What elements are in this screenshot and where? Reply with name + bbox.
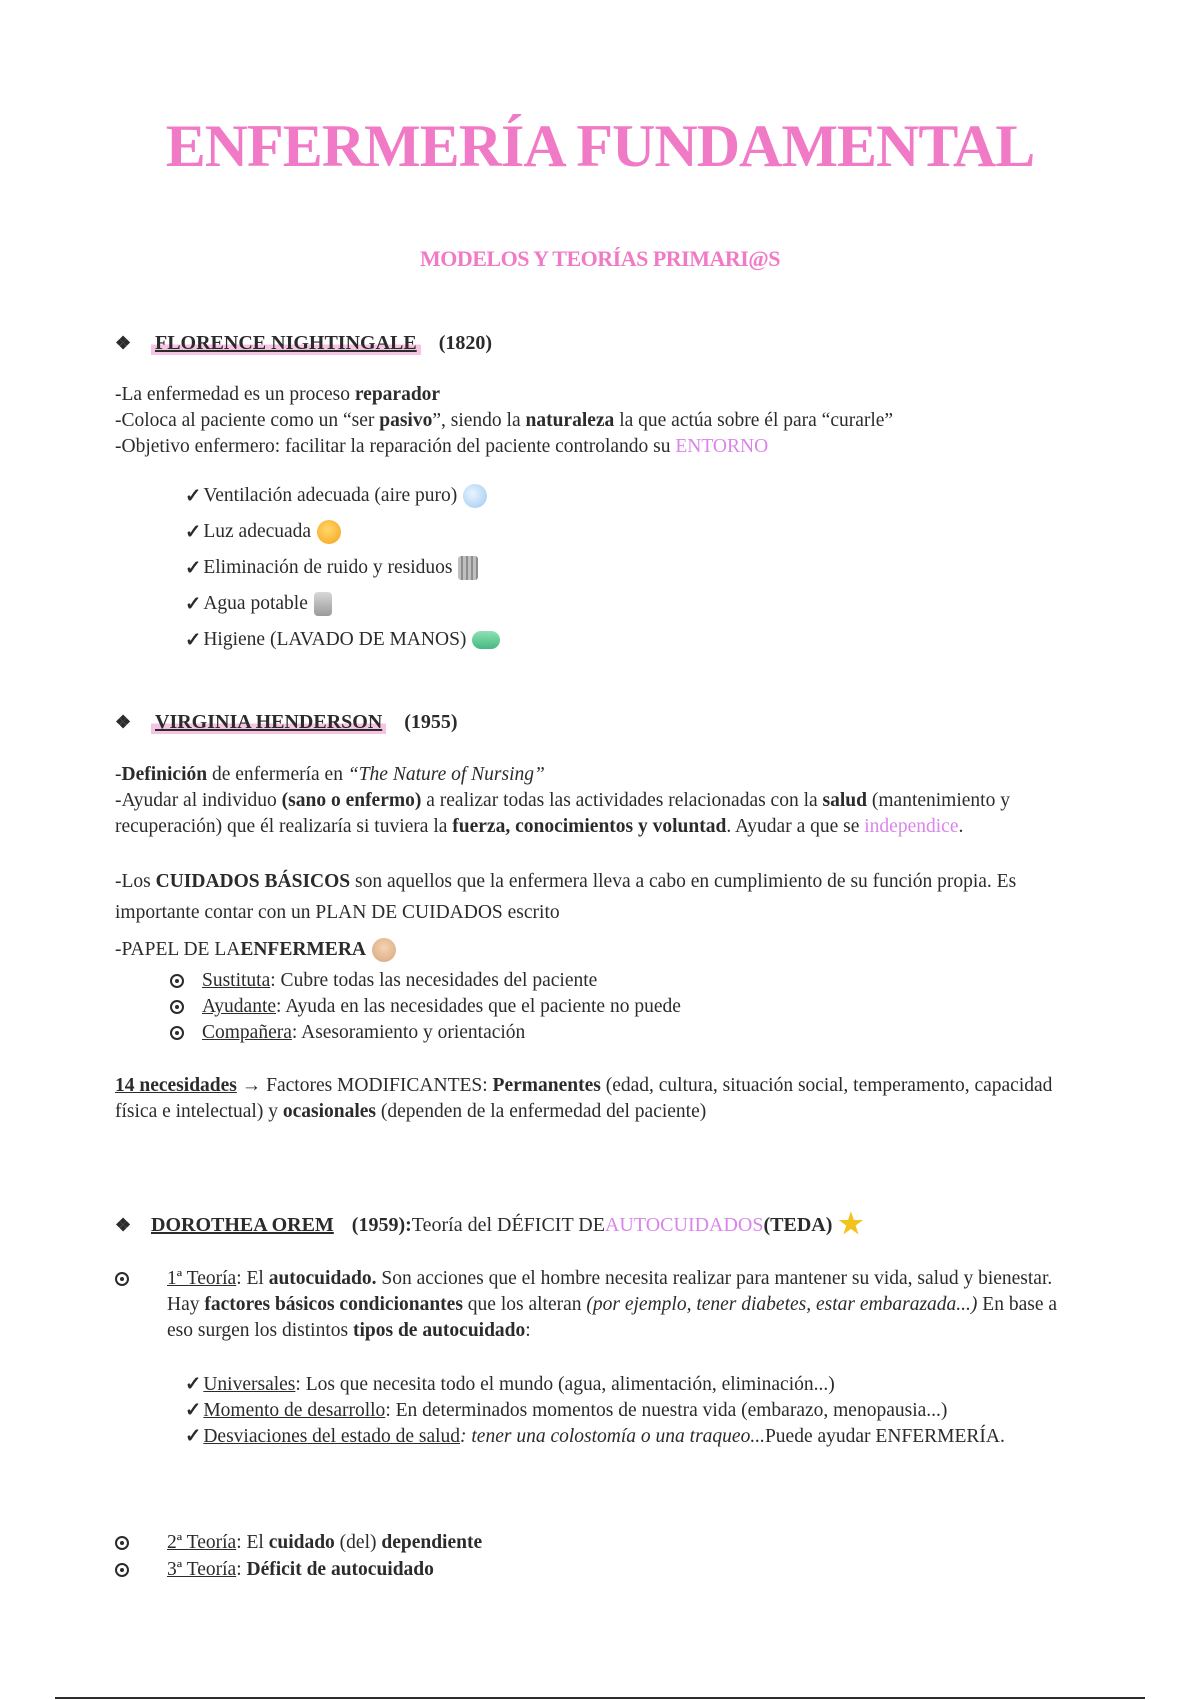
text-line: -Objetivo enfermero: facilitar la reparación del paciente controlando su ENTORNO bbox=[115, 436, 769, 457]
orem-theory-3: 3ª Teoría: Déficit de autocuidado bbox=[115, 1557, 1075, 1583]
page-divider bbox=[55, 1697, 1145, 1699]
check-icon: ✓ bbox=[185, 558, 202, 579]
theorist-year: (1955) bbox=[404, 710, 458, 733]
check-icon: ✓ bbox=[185, 1374, 202, 1395]
check-item: ✓ Ventilación adecuada (aire puro) bbox=[185, 478, 1085, 514]
section-heading-orem: ❖ DOROTHEA OREM (1959): Teoría del DÉFICIT DE AUTOCUIDADOS (TEDA) ★ bbox=[115, 1209, 864, 1240]
orem-theory-1: 1ª Teoría: El autocuidado. Son acciones que el hombre necesita realizar para mantener su vida, salud y bienestar. Hay factores básicos condicionantes que los alteran (por ejemplo, tener diabetes, estar embarazada...) En base a eso surgen los distintos tipos de autocuidado: bbox=[115, 1266, 1075, 1344]
list-item: Compañera : Asesoramiento y orientación bbox=[170, 1020, 681, 1046]
nightingale-intro bbox=[115, 382, 1075, 460]
trash-can-icon bbox=[458, 556, 478, 580]
page-subtitle: MODELOS Y TEORÍAS PRIMARI@S bbox=[419, 246, 781, 271]
check-icon: ✓ bbox=[185, 630, 202, 651]
check-icon: ✓ bbox=[185, 1400, 202, 1421]
text-line: 14 necesidades → Factores MODIFICANTES: Permanentes (edad, cultura, situación social, temperamento, capacidad física e intelectual) y ocasionales (dependen de la enfermedad del paciente) bbox=[115, 1075, 1053, 1122]
check-item: ✓ Higiene (LAVADO DE MANOS) bbox=[185, 622, 1085, 658]
orem-theory-2: 2ª Teoría: El cuidado (del) dependiente bbox=[115, 1530, 1075, 1556]
bullet-icon bbox=[115, 1563, 129, 1577]
check-item: ✓ Agua potable bbox=[185, 586, 1085, 622]
text-line: -Definición de enfermería en “The Nature of Nursing” bbox=[115, 764, 545, 785]
text-line: -Coloca al paciente como un “ser pasivo”, siendo la naturaleza la que actúa sobre él para “curarle” bbox=[115, 410, 894, 431]
bullet-icon bbox=[170, 1000, 184, 1014]
text-line: -Los CUIDADOS BÁSICOS son aquellos que la enfermera lleva a cabo en cumplimiento de su función propia. Es importante contar con un PLAN DE CUIDADOS escrito bbox=[115, 871, 1017, 923]
check-item: ✓ Luz adecuada bbox=[185, 514, 1085, 550]
bullet-icon bbox=[115, 1536, 129, 1550]
check-item: ✓ Universales: Los que necesita todo el mundo (agua, alimentación, eliminación...) bbox=[185, 1374, 835, 1395]
sun-icon bbox=[317, 520, 341, 544]
check-item: ✓ Eliminación de ruido y residuos bbox=[185, 550, 1085, 586]
diamond-bullet-icon: ❖ bbox=[115, 711, 132, 732]
check-icon: ✓ bbox=[185, 486, 202, 507]
wind-icon bbox=[463, 484, 487, 508]
text-line: -La enfermedad es un proceso reparador bbox=[115, 384, 441, 405]
diamond-bullet-icon: ❖ bbox=[115, 1214, 132, 1235]
check-item: ✓ Desviaciones del estado de salud: tener una colostomía o una traqueo...Puede ayudar ENFERMERÍA. bbox=[185, 1426, 1005, 1447]
faucet-icon bbox=[314, 592, 332, 616]
henderson-roles-list bbox=[170, 968, 681, 1046]
nurse-icon bbox=[372, 938, 396, 962]
theorist-year: (1820) bbox=[438, 331, 493, 354]
list-item: Sustituta : Cubre todas las necesidades del paciente bbox=[170, 968, 681, 994]
theorist-name: VIRGINIA HENDERSON bbox=[151, 711, 386, 734]
theorist-name: FLORENCE NIGHTINGALE bbox=[151, 332, 421, 355]
bullet-icon bbox=[115, 1272, 129, 1286]
nightingale-check-list bbox=[185, 478, 1085, 658]
soap-icon bbox=[472, 631, 500, 649]
henderson-definition bbox=[115, 762, 1075, 840]
text-line: -Ayudar al individuo (sano o enfermo) a realizar todas las actividades relacionadas con la salud (mantenimiento y recuperación) que él realizaría si tuviera la fuerza, conocimientos y voluntad. Ayudar a que se independice. bbox=[115, 790, 1010, 837]
henderson-necesidades bbox=[115, 1073, 1075, 1125]
check-icon: ✓ bbox=[185, 1426, 202, 1447]
orem-types-list bbox=[185, 1372, 1085, 1450]
star-icon: ★ bbox=[838, 1209, 864, 1240]
page-title: ENFERMERÍA FUNDAMENTAL bbox=[165, 113, 1035, 179]
list-item: Ayudante : Ayuda en las necesidades que el paciente no puede bbox=[170, 994, 681, 1020]
diamond-bullet-icon: ❖ bbox=[115, 332, 132, 353]
check-icon: ✓ bbox=[185, 594, 202, 615]
theorist-name: DOROTHEA OREM bbox=[151, 1213, 334, 1236]
bullet-icon bbox=[170, 974, 184, 988]
henderson-papel: -PAPEL DE LA ENFERMERA bbox=[115, 934, 1075, 966]
theorist-year: (1959): bbox=[351, 1213, 412, 1236]
bullet-icon bbox=[170, 1026, 184, 1040]
henderson-cuidados bbox=[115, 866, 1075, 928]
section-heading-henderson bbox=[115, 707, 458, 737]
check-item: ✓ Momento de desarrollo: En determinados momentos de nuestra vida (embarazo, menopausia...) bbox=[185, 1400, 948, 1421]
section-heading-nightingale bbox=[115, 328, 492, 358]
check-icon: ✓ bbox=[185, 522, 202, 543]
